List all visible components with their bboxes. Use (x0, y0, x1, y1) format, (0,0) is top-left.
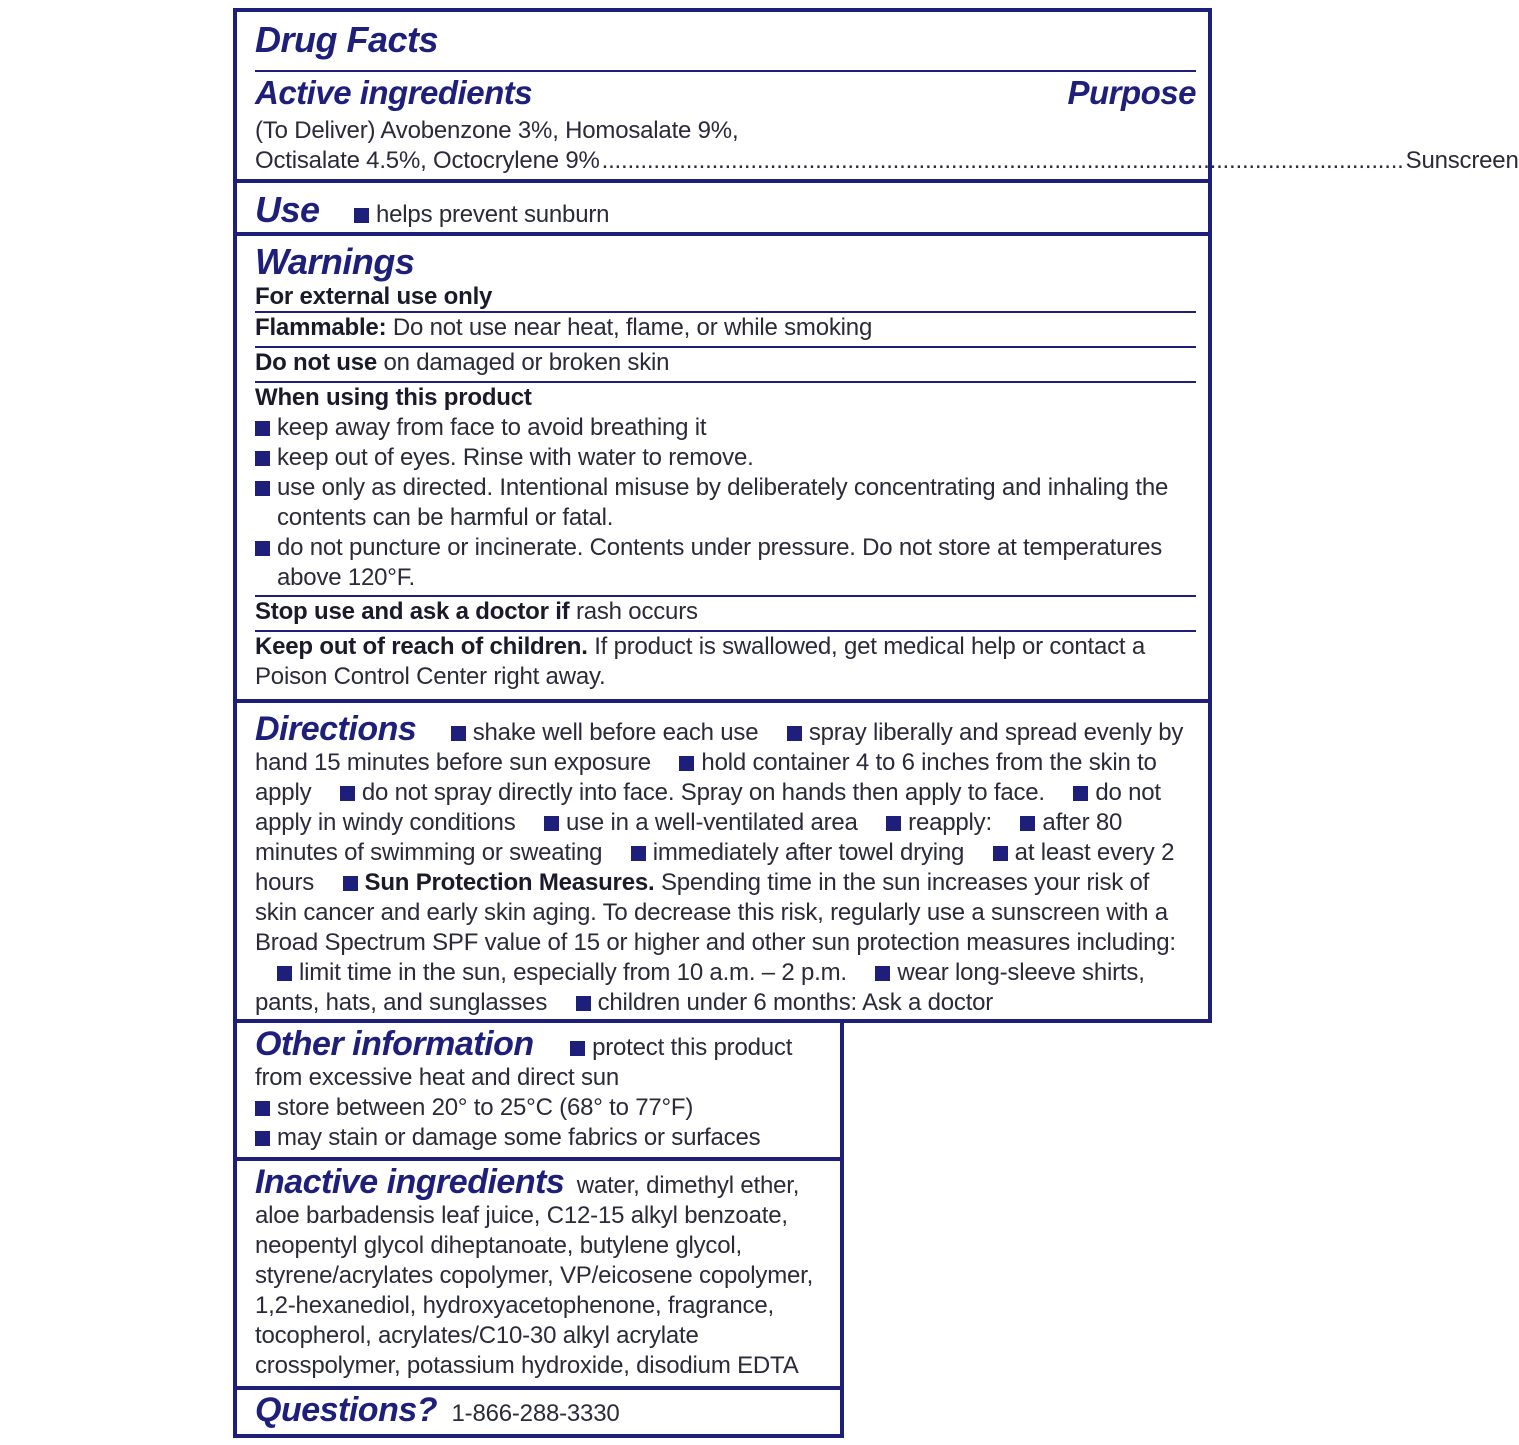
list-item (255, 413, 1196, 443)
bullet-icon (255, 1131, 270, 1146)
other-item: store between 20° to 25°C (68° to 77°F) (277, 1094, 694, 1121)
bullet-icon (255, 421, 270, 436)
do-not-use-row (237, 348, 1208, 378)
active-line-1: (To Deliver) Avobenzone 3%, Homosalate 9%, (255, 117, 739, 144)
warnings-section (237, 241, 1208, 312)
when-using-list (255, 413, 1196, 593)
direction-item: wear long-sleeve shirts, pants, hats, and sunglasses (255, 959, 1145, 1016)
do-not-use-label: Do not use (255, 349, 377, 376)
when-item-text: keep away from face to avoid breathing it (277, 414, 707, 441)
inactive-divider (237, 1386, 840, 1390)
warnings-divider (237, 699, 1208, 703)
direction-item: shake well before each use (472, 719, 759, 746)
bullet-icon (631, 846, 646, 861)
when-item-text: keep out of eyes. Rinse with water to remove. (277, 444, 754, 471)
bullet-icon (787, 726, 802, 741)
bullet-icon (255, 481, 270, 496)
warnings-heading: Warnings (255, 241, 415, 282)
other-information-section (237, 1027, 840, 1153)
bullet-icon (255, 1101, 270, 1116)
keep-out-label: Keep out of reach of children. (255, 633, 588, 660)
direction-item: children under 6 months: Ask a doctor (597, 989, 994, 1016)
purpose-heading: Purpose (1067, 74, 1196, 111)
sun-protection-text: Spending time in the sun increases your risk of skin cancer and early skin aging. To decrease this risk, regularly use a sunscreen with a Broad Spectrum SPF value of 15 or higher and other sun protection measures including: (255, 869, 1176, 956)
bullet-icon (886, 816, 901, 831)
bullet-icon (343, 876, 358, 891)
do-not-use-text: on damaged or broken skin (383, 349, 670, 376)
direction-item: immediately after towel drying (652, 839, 965, 866)
use-section (237, 189, 1208, 230)
bottom-panel (233, 1019, 844, 1438)
drug-facts-title: Drug Facts (255, 19, 439, 60)
use-item: helps prevent sunburn (376, 201, 610, 228)
active-ingredients-section (237, 74, 1519, 176)
leader-dots: ............................................................................................................................ (601, 147, 1404, 174)
flammable-label: Flammable: (255, 314, 387, 341)
other-information-heading: Other information (255, 1025, 534, 1063)
active-divider (237, 179, 1208, 183)
direction-item: after 80 minutes of swimming or sweating (255, 809, 1123, 866)
inactive-ingredients-text: water, dimethyl ether, aloe barbadensis leaf juice, C12-15 alkyl benzoate, neopentyl glycol diheptanoate, butylene glycol, styrene/acrylates copolymer, VP/eicosene copolymer, 1,2-hexanediol, hydroxyacetophenone, fragrance, tocopherol, acrylates/C10-30 alkyl acrylate crosspolymer, potassium hydroxide, disodium EDTA (255, 1172, 814, 1379)
direction-item: spray liberally and spread evenly by hand 15 minutes before sun exposure (255, 719, 1184, 776)
inactive-ingredients-heading: Inactive ingredients (255, 1163, 565, 1201)
other-divider (237, 1157, 840, 1161)
bullet-icon (255, 451, 270, 466)
use-divider (237, 232, 1208, 236)
title-rule (255, 70, 1196, 72)
flammable-row (237, 313, 1208, 343)
when-using-section (237, 383, 1208, 593)
bullet-icon (576, 996, 591, 1011)
stop-use-text: rash occurs (575, 598, 698, 625)
list-item (255, 473, 1196, 533)
bullet-icon (1073, 786, 1088, 801)
bullet-icon (277, 966, 292, 981)
bullet-icon (255, 541, 270, 556)
bullet-icon (679, 756, 694, 771)
inactive-ingredients-section (237, 1165, 840, 1381)
direction-item: hold container 4 to 6 inches from the skin to apply (255, 749, 1157, 806)
stop-use-row (237, 597, 1208, 627)
questions-phone: 1-866-288-3330 (451, 1400, 620, 1427)
drug-facts-panel (233, 8, 1519, 1023)
directions-heading: Directions (255, 710, 417, 748)
directions-section (237, 712, 1208, 1018)
when-using-heading: When using this product (255, 384, 532, 411)
direction-item: limit time in the sun, especially from 10 a.m. – 2 p.m. (299, 959, 847, 986)
direction-item: reapply: (908, 809, 992, 836)
list-item (255, 443, 1196, 473)
direction-item: at least every 2 hours (255, 839, 1175, 896)
direction-item: use in a well-ventilated area (565, 809, 858, 836)
bullet-icon (993, 846, 1008, 861)
bullet-icon (570, 1041, 585, 1056)
sun-protection-label: Sun Protection Measures. (364, 869, 655, 896)
questions-heading: Questions? (255, 1391, 438, 1429)
bullet-icon (875, 966, 890, 981)
bullet-icon (451, 726, 466, 741)
flammable-text: Do not use near heat, flame, or while smoking (392, 314, 873, 341)
keep-out-row (237, 632, 1208, 692)
bullet-icon (1020, 816, 1035, 831)
bullet-icon (354, 208, 369, 223)
use-heading: Use (255, 189, 320, 230)
active-line-2-row (255, 146, 1519, 176)
other-item: may stain or damage some fabrics or surfaces (277, 1124, 761, 1151)
when-item-text: use only as directed. Intentional misuse by deliberately concentrating and inhaling the contents can be harmful or fatal. (277, 474, 1169, 531)
direction-item: do not spray directly into face. Spray on hands then apply to face. (361, 779, 1045, 806)
bullet-icon (340, 786, 355, 801)
other-item: protect this product from excessive heat and direct sun (255, 1034, 793, 1091)
when-item-text: do not puncture or incinerate. Contents under pressure. Do not store at temperatures above 120°F. (277, 534, 1163, 591)
active-ingredients-heading: Active ingredients (255, 74, 533, 111)
stop-use-label: Stop use and ask a doctor if (255, 598, 570, 625)
active-line-2: Octisalate 4.5%, Octocrylene 9% (255, 147, 600, 174)
bullet-icon (544, 816, 559, 831)
direction-item: do not apply in windy conditions (255, 779, 1161, 836)
purpose-value: Sunscreen (1405, 147, 1519, 174)
external-use: For external use only (255, 283, 493, 310)
questions-section (237, 1393, 840, 1429)
drug-facts-title-section (237, 19, 1208, 60)
list-item (255, 533, 1196, 593)
keep-out-text: If product is swallowed, get medical help or contact a Poison Control Center right away. (255, 633, 1146, 690)
